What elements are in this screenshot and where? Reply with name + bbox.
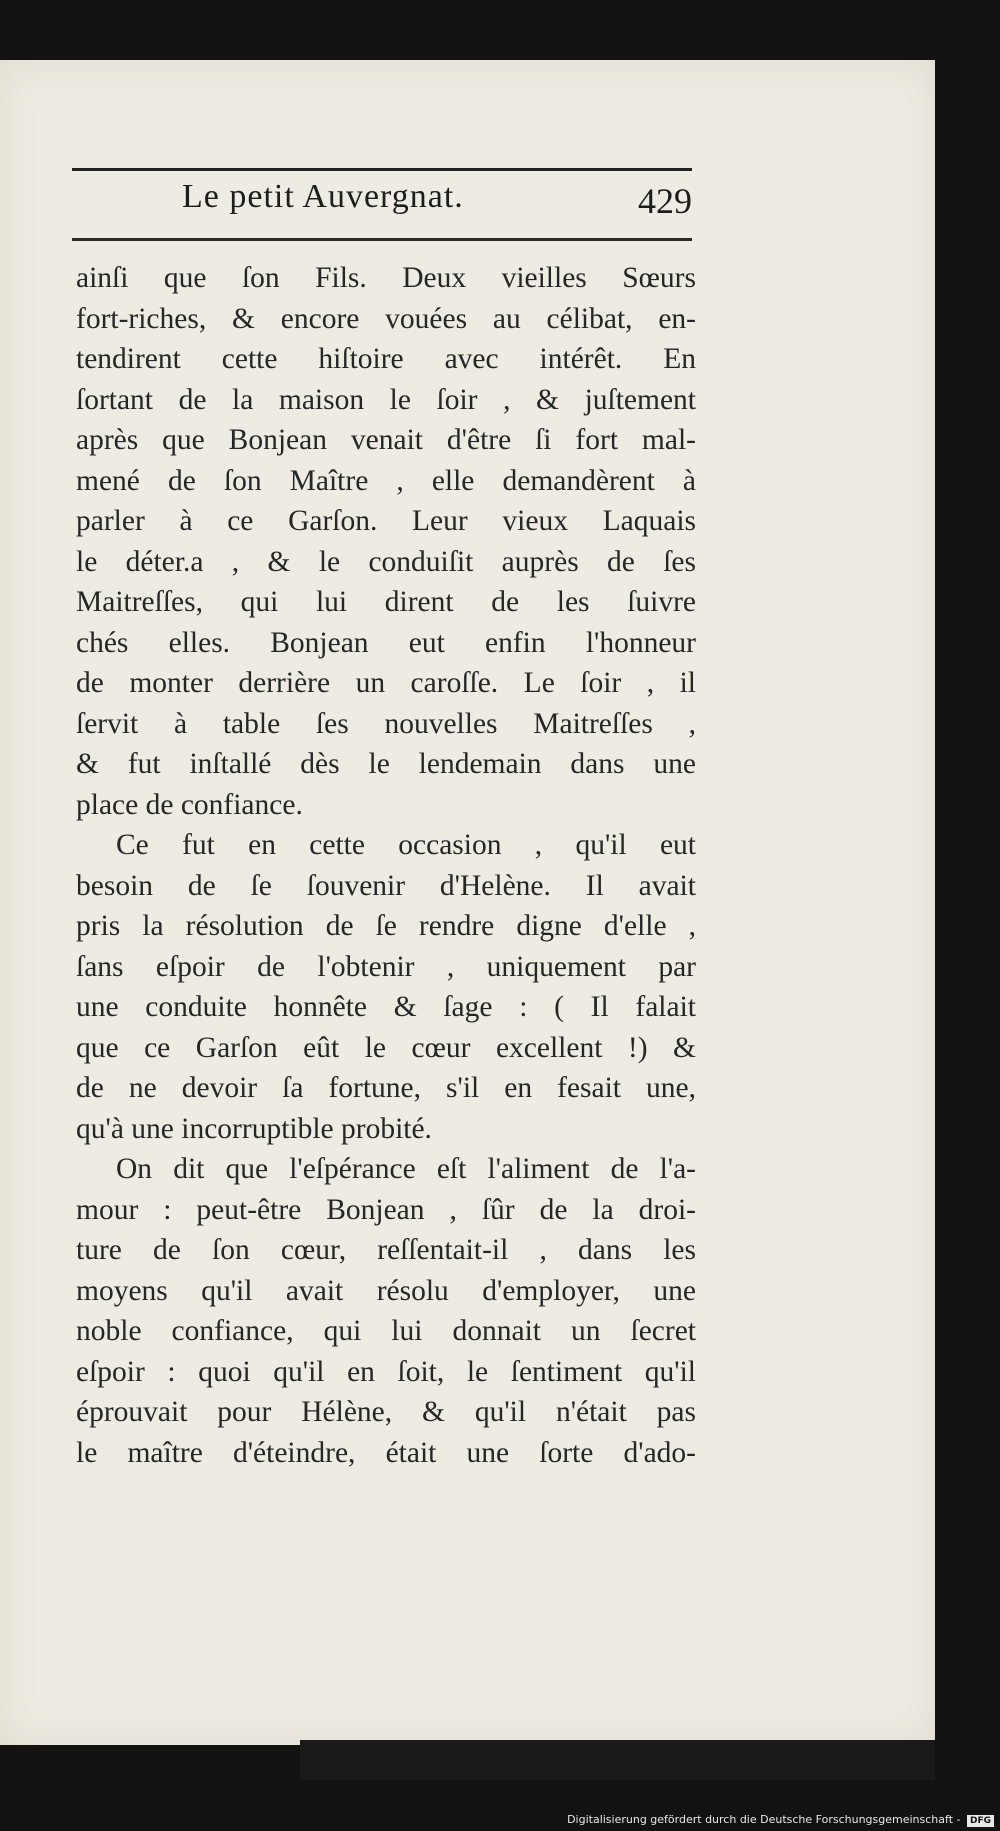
text-line: moyens qu'il avait résolu d'employer, une: [76, 1274, 696, 1307]
text-line: Ce fut en cette occasion , qu'il eut: [116, 829, 696, 861]
text-line: après que Bonjean venait d'être ſi fort mal-: [76, 424, 696, 456]
text-line: de monter derrière un caroſſe. Le ſoir , il: [76, 667, 696, 699]
page-number: 429: [638, 181, 692, 221]
header-rule-top: [72, 168, 692, 171]
page-shadow-edge: [300, 1740, 935, 1780]
text-line: parler à ce Garſon. Leur vieux Laquais: [76, 505, 696, 537]
text-line: tendirent cette hiſtoire avec intérêt. En: [76, 343, 696, 375]
text-line: ſortant de la maison le ſoir , & juſtement: [76, 383, 696, 416]
text-line: chés elles. Bonjean eut enfin l'honneur: [76, 626, 696, 659]
text-line: & fut inſtallé dès le lendemain dans une: [76, 748, 696, 780]
text-line: Maitreſſes, qui lui dirent de les ſuivre: [76, 586, 696, 618]
text-line: le maître d'éteindre, était une ſorte d'ado-: [76, 1436, 696, 1469]
text-line: une conduite honnête & ſage : ( Il falait: [76, 991, 696, 1023]
text-line: noble confiance, qui lui donnait un ſecret: [76, 1315, 696, 1347]
text-line: place de confiance.: [76, 788, 303, 821]
text-line: mour : peut-être Bonjean , ſûr de la droi-: [76, 1193, 696, 1226]
text-line: eſpoir : quoi qu'il en ſoit, le ſentiment qu'il: [76, 1355, 696, 1388]
text-line: ſervit à table ſes nouvelles Maitreſſes ,: [76, 707, 696, 740]
credit-text: Digitalisierung gefördert durch die Deutsche Forschungsgemeinschaft: [567, 1813, 954, 1826]
header-rule-bottom: [72, 238, 692, 241]
digitization-credit: [567, 1813, 994, 1827]
page-header: [72, 178, 692, 234]
text-line: pris la résolution de ſe rendre digne d'elle ,: [76, 910, 696, 942]
text-line: de ne devoir ſa fortune, s'il en fesait une,: [76, 1072, 696, 1104]
dfg-logo: DFG: [967, 1815, 994, 1827]
text-line: On dit que l'eſpérance eſt l'aliment de l'a-: [116, 1153, 696, 1185]
text-line: le déter.a , & le conduiſit auprès de ſes: [76, 545, 696, 578]
text-line: qu'à une incorruptible probité.: [76, 1112, 432, 1145]
credit-separator: -: [953, 1813, 964, 1826]
text-line: éprouvait pour Hélène, & qu'il n'était pas: [76, 1396, 696, 1428]
text-line: mené de ſon Maître , elle demandèrent à: [76, 464, 696, 497]
text-line: fort-riches, & encore vouées au célibat, en-: [76, 302, 696, 335]
running-title: Le petit Auvergnat.: [182, 178, 464, 215]
text-line: ainſi que ſon Fils. Deux vieilles Sœurs: [76, 262, 696, 294]
body-text: [76, 258, 696, 1473]
text-line: que ce Garſon eût le cœur excellent !) &: [76, 1031, 696, 1064]
text-line: besoin de ſe ſouvenir d'Helène. Il avait: [76, 869, 696, 902]
text-line: ture de ſon cœur, reſſentait-il , dans les: [76, 1234, 696, 1266]
text-line: ſans eſpoir de l'obtenir , uniquement par: [76, 950, 696, 983]
